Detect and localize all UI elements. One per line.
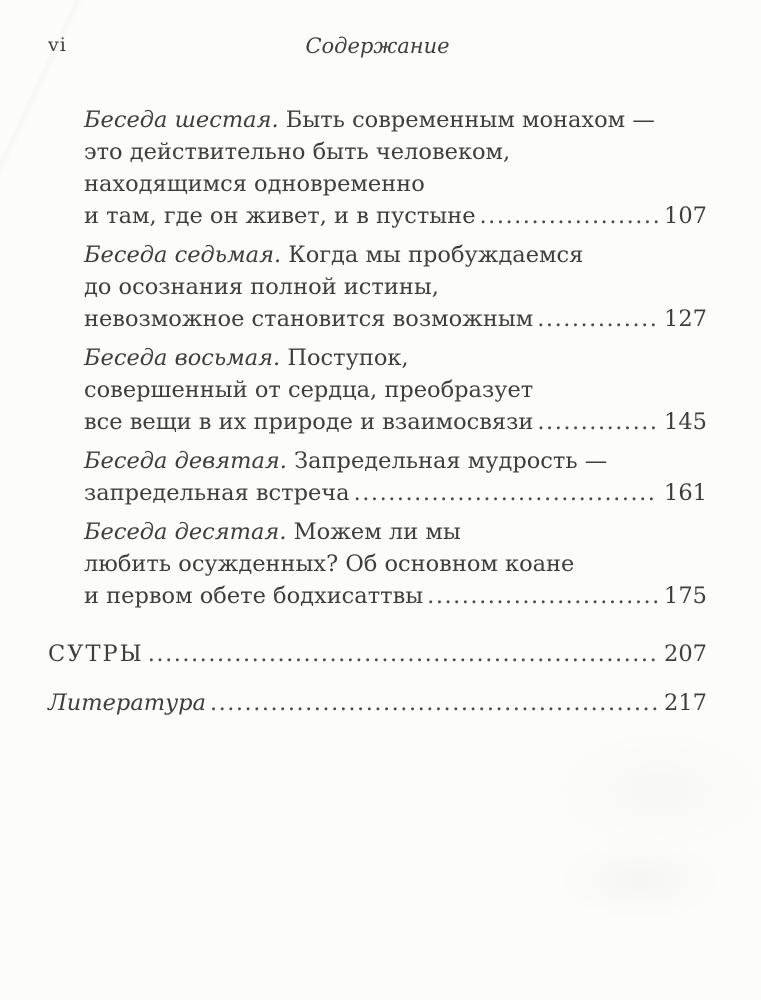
toc-entry-sutras [48,638,707,670]
chapter-label: Беседа десятая. [84,519,287,545]
chapter-label: Беседа седьмая. [84,242,282,268]
toc-line: любить осужденных? Об основном коане [84,551,575,577]
toc-line [84,239,707,271]
toc-line: до осознания полной истины, [84,274,439,300]
toc-line-text: и первом обете бодхисаттвы [84,583,424,609]
toc-line-last [84,303,707,335]
section-label: СУТРЫ [48,641,144,667]
page-number: 145 [664,409,707,435]
dot-leader [476,200,659,232]
toc-entry-chapter-10 [84,516,707,612]
chapter-title: Быть современным монахом — [285,107,655,133]
dot-leader [533,406,658,438]
toc-line-last [84,200,707,232]
dot-leader [423,580,658,612]
toc-entry-chapter-6 [84,104,707,232]
toc-entry-chapter-9 [84,445,707,509]
toc-entry-chapter-8 [84,342,707,438]
chapter-label: Беседа шестая. [84,107,279,133]
toc-line-last [48,687,707,719]
toc-line [84,516,707,548]
toc-line: это действительно быть человеком, [84,139,511,165]
toc-line-last [48,638,707,670]
toc-line-last [84,580,707,612]
page-number: 107 [664,203,707,229]
section-label: Литература [48,690,206,716]
page-header [48,34,707,58]
table-of-contents [48,104,707,719]
toc-line-text: все вещи в их природе и взаимосвязи [84,409,534,435]
chapter-title: Когда мы пробуждаемся [288,242,584,268]
chapter-title: Запредельная мудрость — [294,448,608,474]
chapter-title: Можем ли мы [293,519,461,545]
chapter-label: Беседа восьмая. [84,345,281,371]
chapter-label: Беседа девятая. [84,448,287,474]
toc-line [84,104,707,136]
chapter-title: Поступок, [287,345,409,371]
dot-leader [350,477,658,509]
folio-number: vi [48,34,67,56]
dot-leader [144,638,658,670]
page-number: 217 [664,690,707,716]
page-number: 127 [664,306,707,332]
toc-line-last [84,477,707,509]
toc-line: находящимся одновременно [84,171,425,197]
toc-line-last [84,406,707,438]
toc-line [84,342,707,374]
page-title: Содержание [305,34,450,58]
dot-leader [206,687,658,719]
toc-line [84,445,707,477]
toc-back-matter [48,638,707,719]
toc-line-text: запредельная встреча [84,480,350,506]
dot-leader [533,303,658,335]
page-number: 207 [664,641,707,667]
toc-entry-literature [48,687,707,719]
toc-line-text: невозможное становится возможным [84,306,534,332]
toc-entry-chapter-7 [84,239,707,335]
page-number: 161 [664,480,707,506]
page-number: 175 [664,583,707,609]
toc-line-text: и там, где он живет, и в пустыне [84,203,476,229]
toc-line: совершенный от сердца, преобразует [84,377,534,403]
